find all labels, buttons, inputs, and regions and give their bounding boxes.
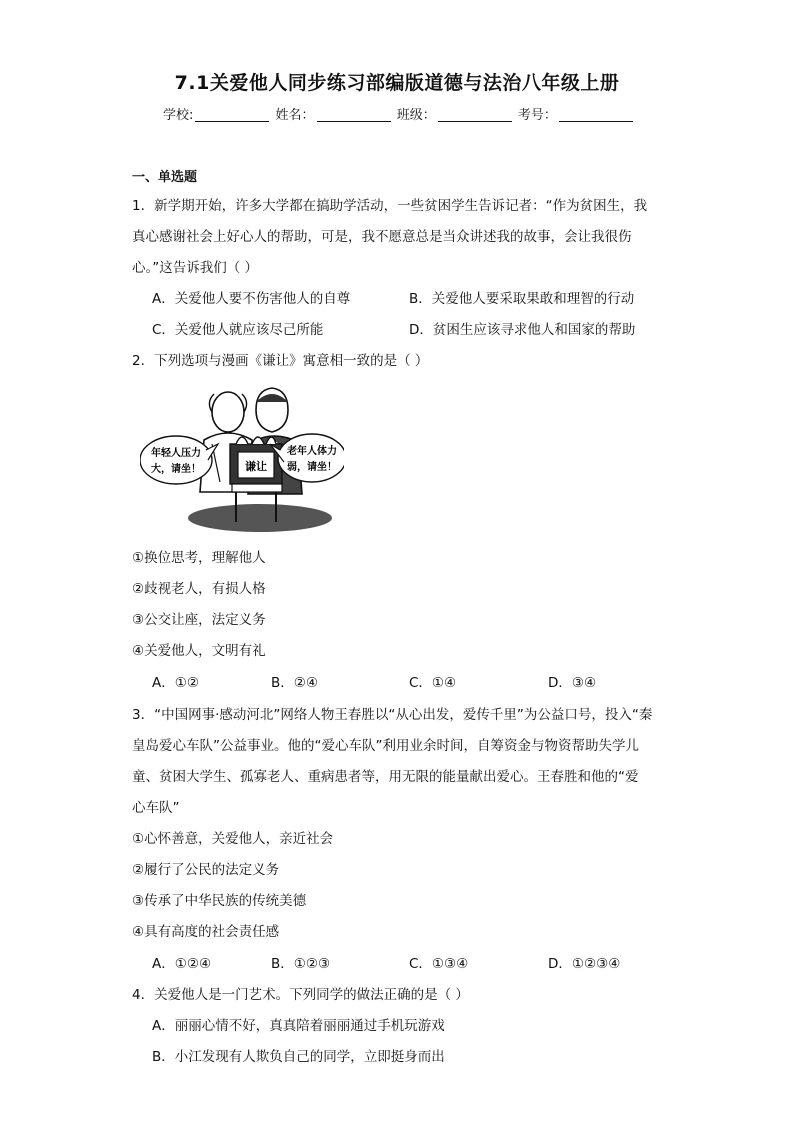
q2-stem: 2．下列选项与漫画《谦让》寓意相一致的是（ ） [132, 353, 429, 369]
left-bubble-line: 年轻人压力 [151, 448, 201, 459]
q3-statement: ③传承了中华民族的传统美德 [132, 893, 307, 909]
student-info-row [163, 104, 635, 123]
q3-statement: ①心怀善意，关爱他人，亲近社会 [132, 831, 334, 847]
school-blank [195, 109, 269, 122]
right-bubble-line: 老年人体力 [287, 446, 337, 457]
q2-option-b: B．②④ [271, 675, 318, 691]
page-title: 7.1关爱他人同步练习部编版道德与法治八年级上册 [174, 72, 620, 94]
q4-stem: 4．关爱他人是一门艺术。下列同学的做法正确的是（ ） [132, 987, 469, 1003]
cartoon-ground [188, 504, 332, 532]
q3-statement: ②履行了公民的法定义务 [132, 862, 280, 878]
exam-number-label: 考号： [517, 108, 557, 123]
q1-stem-line: 1．新学期开始，许多大学都在搞助学活动，一些贫困学生告诉记者：“作为贫困生，我 [132, 198, 648, 214]
q2-statement: ③公交让座，法定义务 [132, 612, 266, 628]
q2-option-c: C．①④ [409, 675, 457, 691]
class-label: 班级： [396, 108, 436, 123]
name-blank [317, 109, 391, 122]
q2-statement: ④关爱他人，文明有礼 [132, 643, 266, 659]
q3-stem-line: 心车队” [132, 800, 180, 816]
q1-option-c: C．关爱他人就应该尽己所能 [152, 322, 324, 338]
q3-stem-line: 皇岛爱心车队”公益事业。他的“爱心车队”利用业余时间，自筹资金与物资帮助失学儿 [132, 738, 639, 754]
q3-option-b: B．①②③ [271, 956, 331, 972]
q3-stem-line: 3．“中国网事·感动河北”网络人物王春胜以“从心出发，爱传千里”为公益口号，投入“秦 [132, 707, 653, 723]
q3-option-a: A．①②④ [152, 956, 212, 972]
right-speech-bubble [278, 434, 344, 482]
right-bubble-line: 弱，请坐！ [287, 462, 337, 473]
q4-option-a: A．丽丽心情不好，真真陪着丽丽通过手机玩游戏 [152, 1018, 445, 1034]
q1-option-d: D．贫困生应该寻求他人和国家的帮助 [409, 322, 636, 338]
sign-text: 谦让 [245, 460, 267, 473]
q2-statement: ①换位思考，理解他人 [132, 550, 266, 566]
q3-stem-line: 童、贫困大学生、孤寡老人、重病患者等，用无限的能量献出爱心。王春胜和他的“爱 [132, 769, 639, 785]
cartoon-image [140, 382, 344, 532]
exam-number-blank [559, 109, 633, 122]
class-blank [438, 109, 512, 122]
left-speech-bubble [140, 436, 212, 484]
q1-option-b: B．关爱他人要采取果敢和理智的行动 [409, 291, 635, 307]
q2-option-d: D．③④ [548, 675, 597, 691]
q1-stem-line: 真心感谢社会上好心人的帮助，可是，我不愿意总是当众讲述我的故事，会让我很伤 [132, 229, 632, 245]
left-bubble-line: 大，请坐！ [151, 464, 201, 475]
q3-option-d: D．①②③④ [548, 956, 621, 972]
q4-option-b: B．小江发现有人欺负自己的同学，立即挺身而出 [152, 1049, 445, 1065]
q2-statement: ②歧视老人，有损人格 [132, 581, 266, 597]
section-heading: 一、单选题 [132, 170, 198, 185]
q1-option-a: A．关爱他人要不伤害他人的自尊 [152, 291, 351, 307]
q3-statement: ④具有高度的社会责任感 [132, 924, 280, 940]
school-label: 学校: [163, 108, 194, 123]
q2-option-a: A．①② [152, 675, 199, 691]
q1-stem-line: 心。”这告诉我们（ ） [132, 260, 259, 276]
name-label: 姓名： [275, 108, 315, 123]
q3-option-c: C．①③④ [409, 956, 469, 972]
old-man-head [212, 392, 244, 432]
